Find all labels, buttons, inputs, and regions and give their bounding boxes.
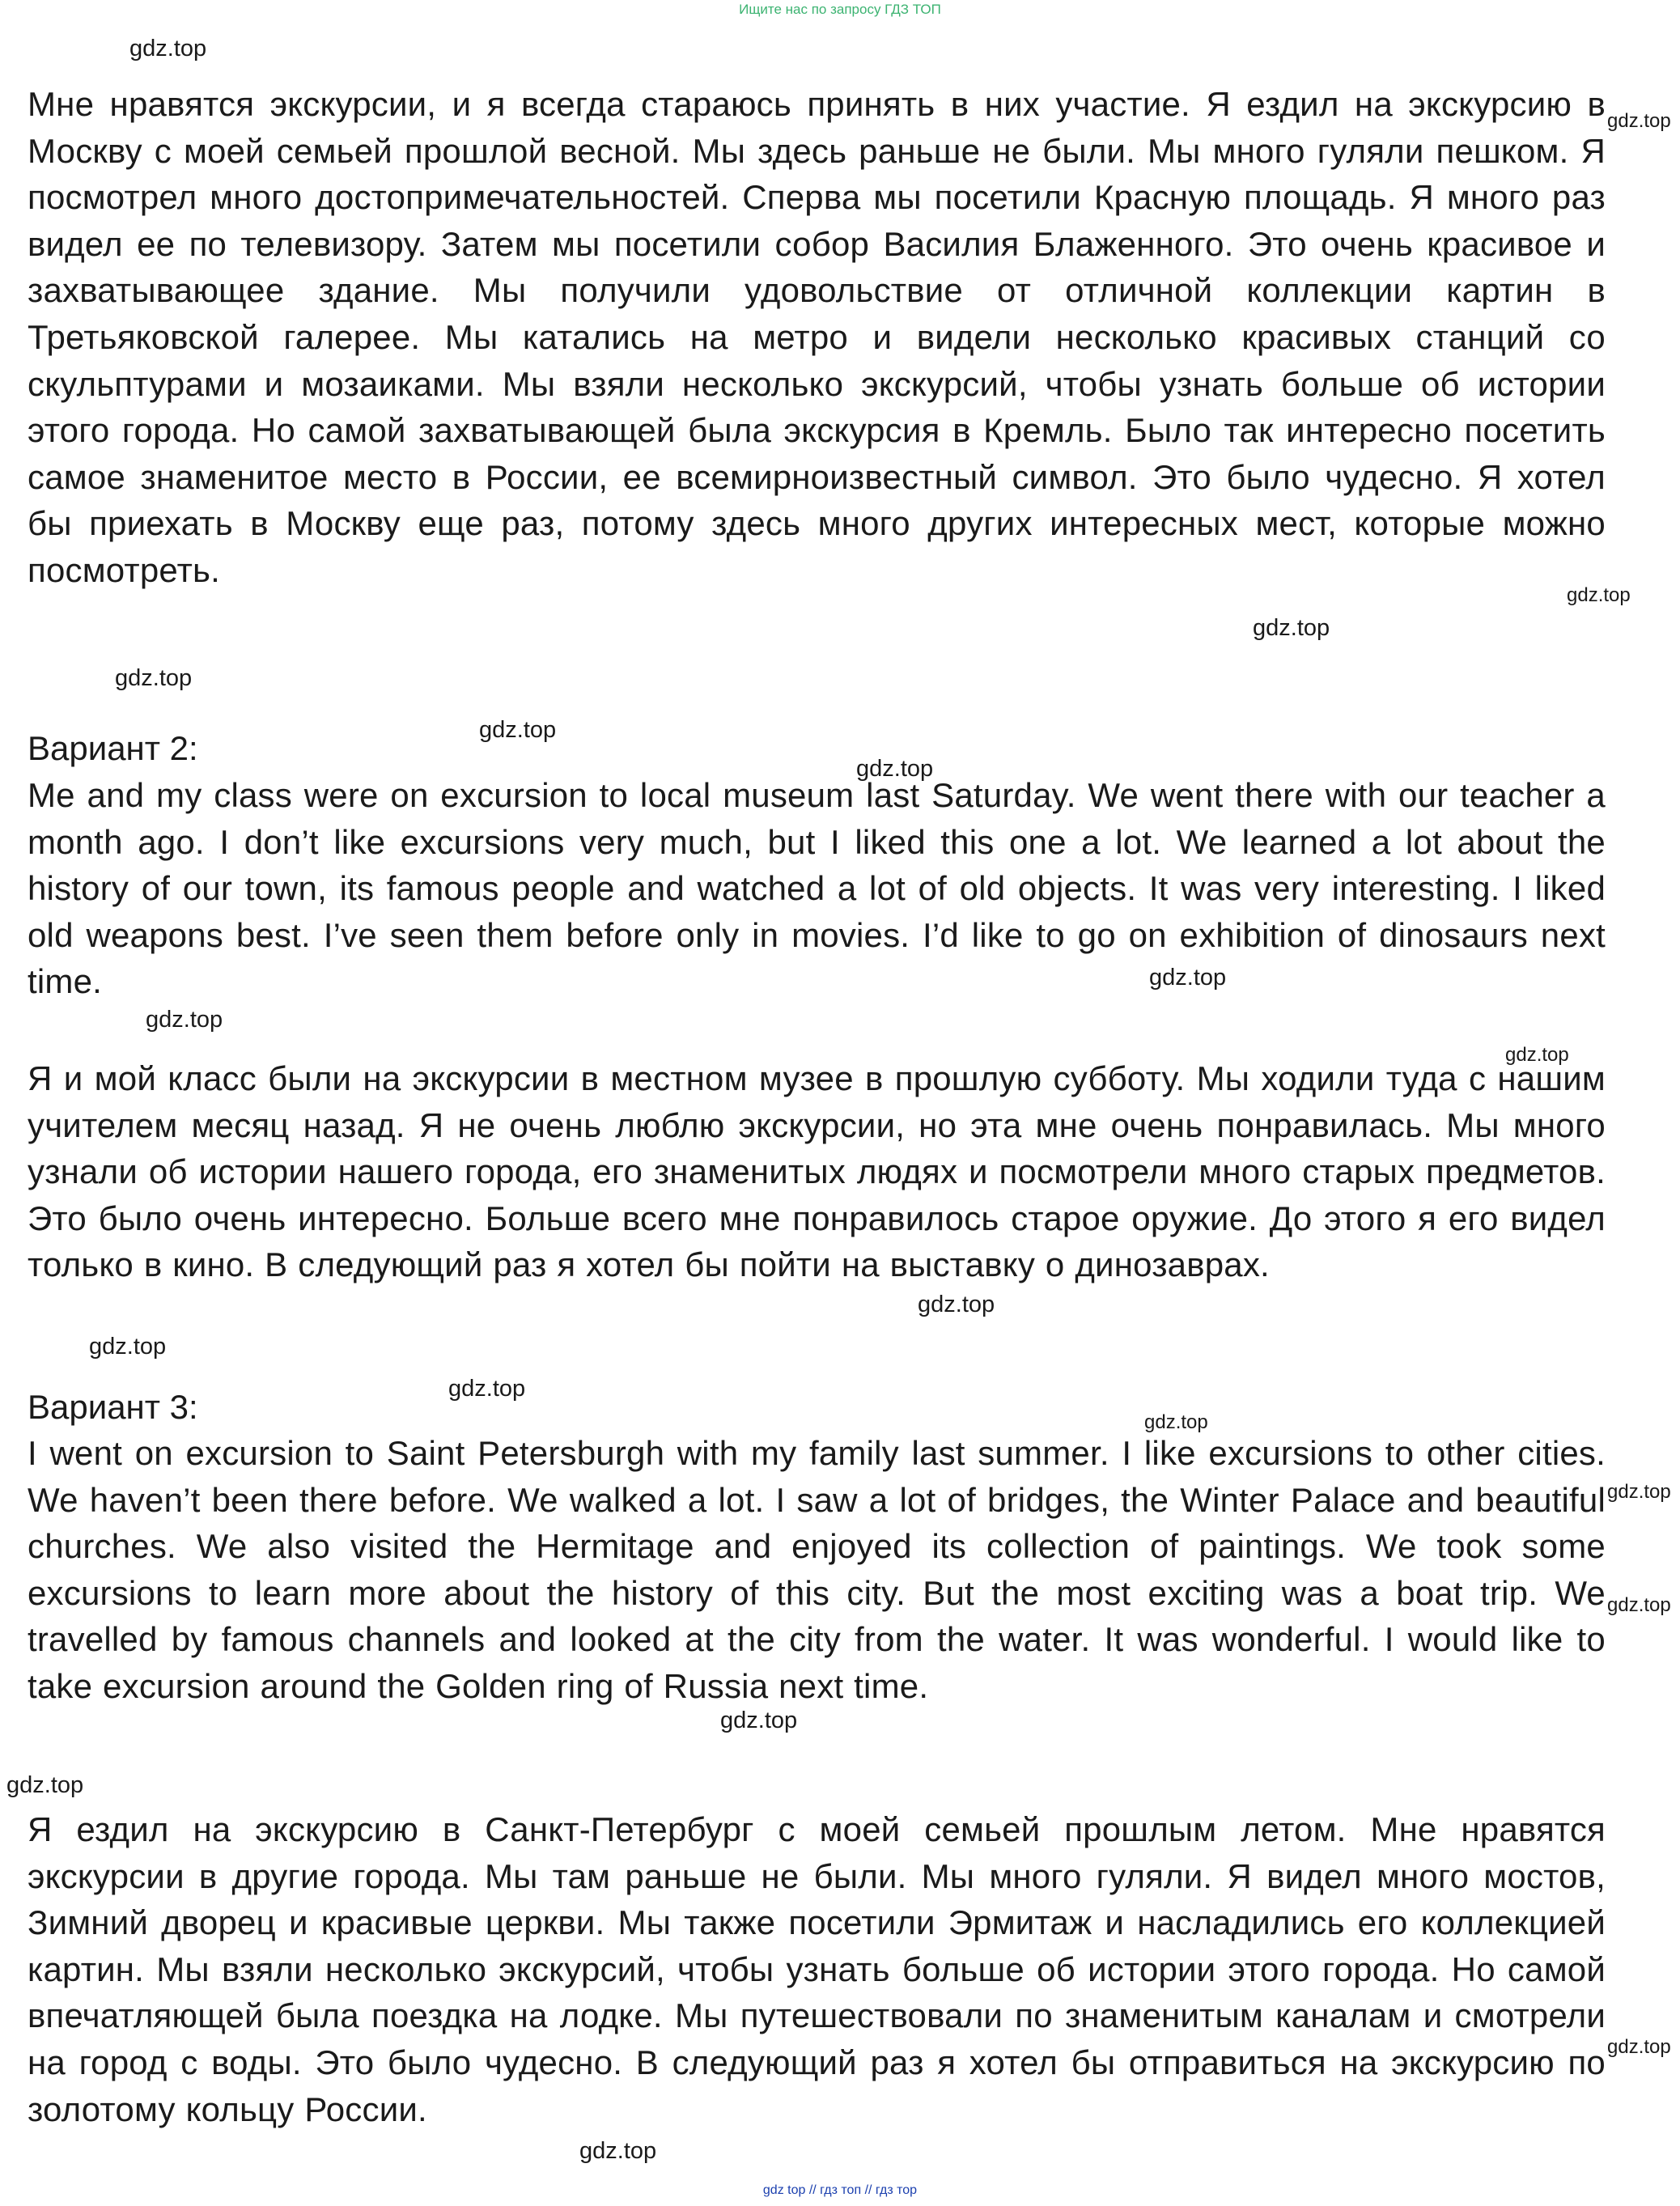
- watermark: gdz.top: [448, 1376, 526, 1402]
- watermark: gdz.top: [1607, 110, 1671, 132]
- watermark: gdz.top: [479, 717, 557, 743]
- watermark: gdz.top: [918, 1292, 995, 1317]
- watermark: gdz.top: [720, 1708, 798, 1733]
- paragraph-variant2-english: Me and my class were on excursion to local museum last Saturday. We went there with our teacher a month ago. I don’t like excursions very much, but I liked this one a lot. We learned a lot about the history of our town, its famous people and watched a lot of old objects. It was very interesting. I liked old weapons best. I’ve seen them before only in movies. I’d like to go on exhibition of dinosaurs next time.: [28, 776, 1606, 1001]
- paragraph-variant3-russian: Я ездил на экскурсию в Санкт-Петербург с моей семьей прошлым летом. Мне нравятся экскурсии в другие города. Мы там раньше не были. Мы много гуляли. Я видел много мостов, Зимний дворец и красивые церкви. Мы также посетили Эрмитаж и насладились его коллекцией картин. Мы взяли несколько экскурсий, чтобы узнать больше об истории этого города. Но самой впечатляющей была поездка на лодке. Мы путешествовали по знаменитым каналам и смотрели на город с воды. Это было чудесно. В следующий раз я хотел бы отправиться на экскурсию по золотому кольцу России.: [28, 1810, 1606, 2128]
- footer-links[interactable]: gdz top // гдз топ // гдз тор: [762, 2183, 918, 2197]
- watermark: gdz.top: [6, 1772, 84, 1798]
- watermark: gdz.top: [1607, 2036, 1671, 2058]
- watermark: gdz.top: [1567, 584, 1631, 606]
- variant3-heading: Вариант 3:: [28, 1388, 198, 1426]
- watermark: gdz.top: [115, 665, 193, 691]
- paragraph-variant1-russian: Мне нравятся экскурсии, и я всегда стараюсь принять в них участие. Я ездил на экскурсию в Москву с моей семьей прошлой весной. Мы здесь раньше не были. Мы много гуляли пешком. Я посмотрел много достопримечательностей. Сперва мы посетили Красную площадь. Я много раз видел ее по телевизору. Затем мы посетили собор Василия Блаженного. Это очень красивое и захватывающее здание. Мы получили удовольствие от отличной коллекции картин в Третьяковской галерее. Мы катались на метро и видели несколько красивых станций со скульптурами и мозаиками. Мы взяли несколько экскурсий, чтобы узнать больше об истории этого города. Но самой захватывающей была экскурсия в Кремль. Было так интересно посетить самое знаменитое место в России, ее всемирноизвестный символ. Это было чудесно. Я хотел бы приехать в Москву еще раз, потому здесь много других интересных мест, которые можно посмотреть.: [28, 85, 1606, 589]
- watermark: gdz.top: [1144, 1411, 1208, 1433]
- watermark: gdz.top: [1253, 615, 1330, 641]
- watermark: gdz.top: [89, 1334, 167, 1360]
- watermark: gdz.top: [129, 36, 207, 62]
- paragraph-variant2-russian: Я и мой класс были на экскурсии в местном музее в прошлую субботу. Мы ходили туда с нашим учителем месяц назад. Я не очень люблю экскурсии, но эта мне очень понравилась. Мы много узнали об истории нашего города, его знаменитых людях и посмотрели много старых предметов. Это было очень интересно. Больше всего мне понравилось старое оружие. До этого я его видел только в кино. В следующий раз я хотел бы пойти на выставку о динозаврах.: [28, 1059, 1606, 1284]
- watermark: gdz.top: [856, 756, 934, 782]
- watermark: gdz.top: [1149, 965, 1227, 991]
- paragraph-variant3-english: I went on excursion to Saint Petersburgh with my family last summer. I like excursions to other cities. We haven’t been there before. We walked a lot. I saw a lot of bridges, the Winter Palace and beautiful churches. We also visited the Hermitage and enjoyed its collection of paintings. We took some excursions to learn more about the history of this city. But the most exciting was a boat trip. We travelled by famous channels and looked at the city from the water. It was wonderful. I would like to take excursion around the Golden ring of Russia next time.: [28, 1434, 1606, 1705]
- watermark: gdz.top: [1607, 1481, 1671, 1503]
- watermark: gdz.top: [1505, 1044, 1569, 1066]
- top-search-link[interactable]: Ищите нас по запросу ГДЗ ТОП: [739, 2, 941, 17]
- watermark: gdz.top: [1607, 1594, 1671, 1616]
- watermark: gdz.top: [579, 2138, 657, 2164]
- variant2-heading: Вариант 2:: [28, 729, 198, 767]
- watermark: gdz.top: [146, 1007, 223, 1033]
